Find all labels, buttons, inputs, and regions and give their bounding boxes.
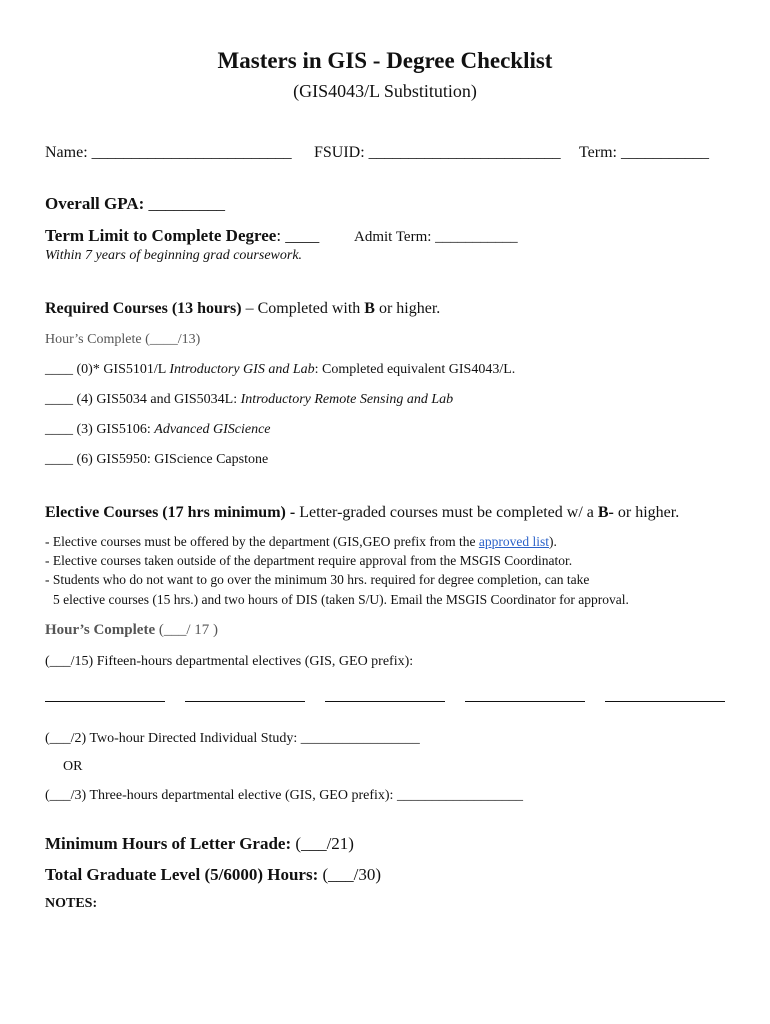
- elective-bullet-1: [45, 534, 557, 550]
- elective-blank[interactable]: [45, 687, 165, 707]
- elective-heading-rest-2: or higher.: [613, 504, 680, 521]
- admit-term-field[interactable]: Admit Term: ___________: [354, 229, 518, 245]
- course-prefix: ____ (0)* GIS5101/L: [45, 362, 170, 377]
- three-hour-row[interactable]: (___/3) Three-hours departmental elective (GIS, GEO prefix): __________________: [45, 788, 523, 803]
- required-course-row[interactable]: [45, 362, 515, 378]
- page-title: Masters in GIS - Degree Checklist: [217, 48, 553, 73]
- notes-label: NOTES:: [45, 896, 98, 911]
- term-limit-row: [45, 226, 319, 246]
- term-limit-label: Term Limit to Complete Degree: [45, 226, 277, 245]
- required-heading-rest-1: – Completed with: [241, 300, 365, 317]
- required-course-row[interactable]: [45, 452, 268, 468]
- minimum-hours-row[interactable]: [45, 834, 354, 854]
- fsuid-field[interactable]: FSUID: ________________________: [314, 144, 561, 161]
- elective-heading: [45, 504, 679, 522]
- gpa-blank[interactable]: _________: [144, 194, 226, 213]
- course-title: Introductory Remote Sensing and Lab: [240, 392, 454, 407]
- minimum-hours-value: (___/21): [291, 834, 354, 853]
- minimum-hours-label: Minimum Hours of Letter Grade:: [45, 834, 292, 853]
- gpa-label: Overall GPA:: [45, 194, 145, 213]
- course-suffix: : Completed equivalent GIS4043/L.: [314, 362, 516, 377]
- elective-bullet-3-cont: 5 elective courses (15 hrs.) and two hours of DIS (taken S/U). Email the MSGIS Coordinator for approval.: [53, 592, 629, 607]
- course-prefix: ____ (3) GIS5106:: [45, 422, 155, 437]
- required-heading-grade: B: [364, 300, 375, 317]
- total-hours-row[interactable]: [45, 865, 381, 885]
- or-label: OR: [63, 759, 83, 774]
- course-prefix: ____ (6) GIS5950: GIScience Capstone: [45, 452, 269, 467]
- elective-bullet-2: - Elective courses taken outside of the department require approval from the MSGIS Coordinator.: [45, 553, 573, 568]
- required-course-row[interactable]: [45, 422, 271, 438]
- dis-row[interactable]: (___/2) Two-hour Directed Individual Study: _________________: [45, 731, 420, 746]
- elective-hours-value: (___/ 17 ): [155, 622, 219, 638]
- elective-blank[interactable]: [605, 687, 725, 707]
- course-title: Introductory GIS and Lab: [169, 362, 315, 377]
- gpa-row: [45, 194, 225, 214]
- total-hours-value: (___/30): [318, 865, 382, 884]
- fifteen-hour-electives: (___/15) Fifteen-hours departmental electives (GIS, GEO prefix):: [45, 654, 414, 669]
- required-course-row[interactable]: [45, 392, 453, 408]
- elective-heading-rest-1: Letter-graded courses must be completed w/ a: [295, 504, 598, 521]
- approved-list-link[interactable]: approved list: [478, 534, 549, 549]
- term-field[interactable]: Term: ___________: [579, 144, 709, 161]
- required-heading: [45, 300, 440, 318]
- elective-blank[interactable]: [185, 687, 305, 707]
- elective-heading-bold: Elective Courses (17 hrs minimum) -: [45, 504, 296, 521]
- term-limit-blank[interactable]: : ____: [276, 226, 320, 245]
- bullet-text: - Elective courses must be offered by the department (GIS,GEO prefix from the: [45, 534, 479, 549]
- elective-blank[interactable]: [325, 687, 445, 707]
- elective-heading-grade: B-: [597, 504, 614, 521]
- term-limit-note: Within 7 years of beginning grad coursework.: [45, 248, 303, 263]
- required-heading-bold: Required Courses (13 hours): [45, 300, 242, 317]
- elective-blank[interactable]: [465, 687, 585, 707]
- page-subtitle: (GIS4043/L Substitution): [293, 81, 477, 101]
- total-hours-label: Total Graduate Level (5/6000) Hours:: [45, 865, 319, 884]
- course-prefix: ____ (4) GIS5034 and GIS5034L:: [45, 392, 241, 407]
- elective-hours-label: Hour’s Complete: [45, 622, 156, 638]
- required-heading-rest-2: or higher.: [374, 300, 441, 317]
- name-field[interactable]: Name: _________________________: [45, 144, 292, 161]
- elective-bullet-3: - Students who do not want to go over the minimum 30 hrs. required for degree completion, can take: [45, 572, 590, 587]
- required-hours[interactable]: Hour’s Complete (____/13): [45, 332, 201, 347]
- elective-hours[interactable]: [45, 622, 218, 639]
- bullet-text-end: ).: [548, 534, 557, 549]
- course-title: Advanced GIScience: [154, 422, 271, 437]
